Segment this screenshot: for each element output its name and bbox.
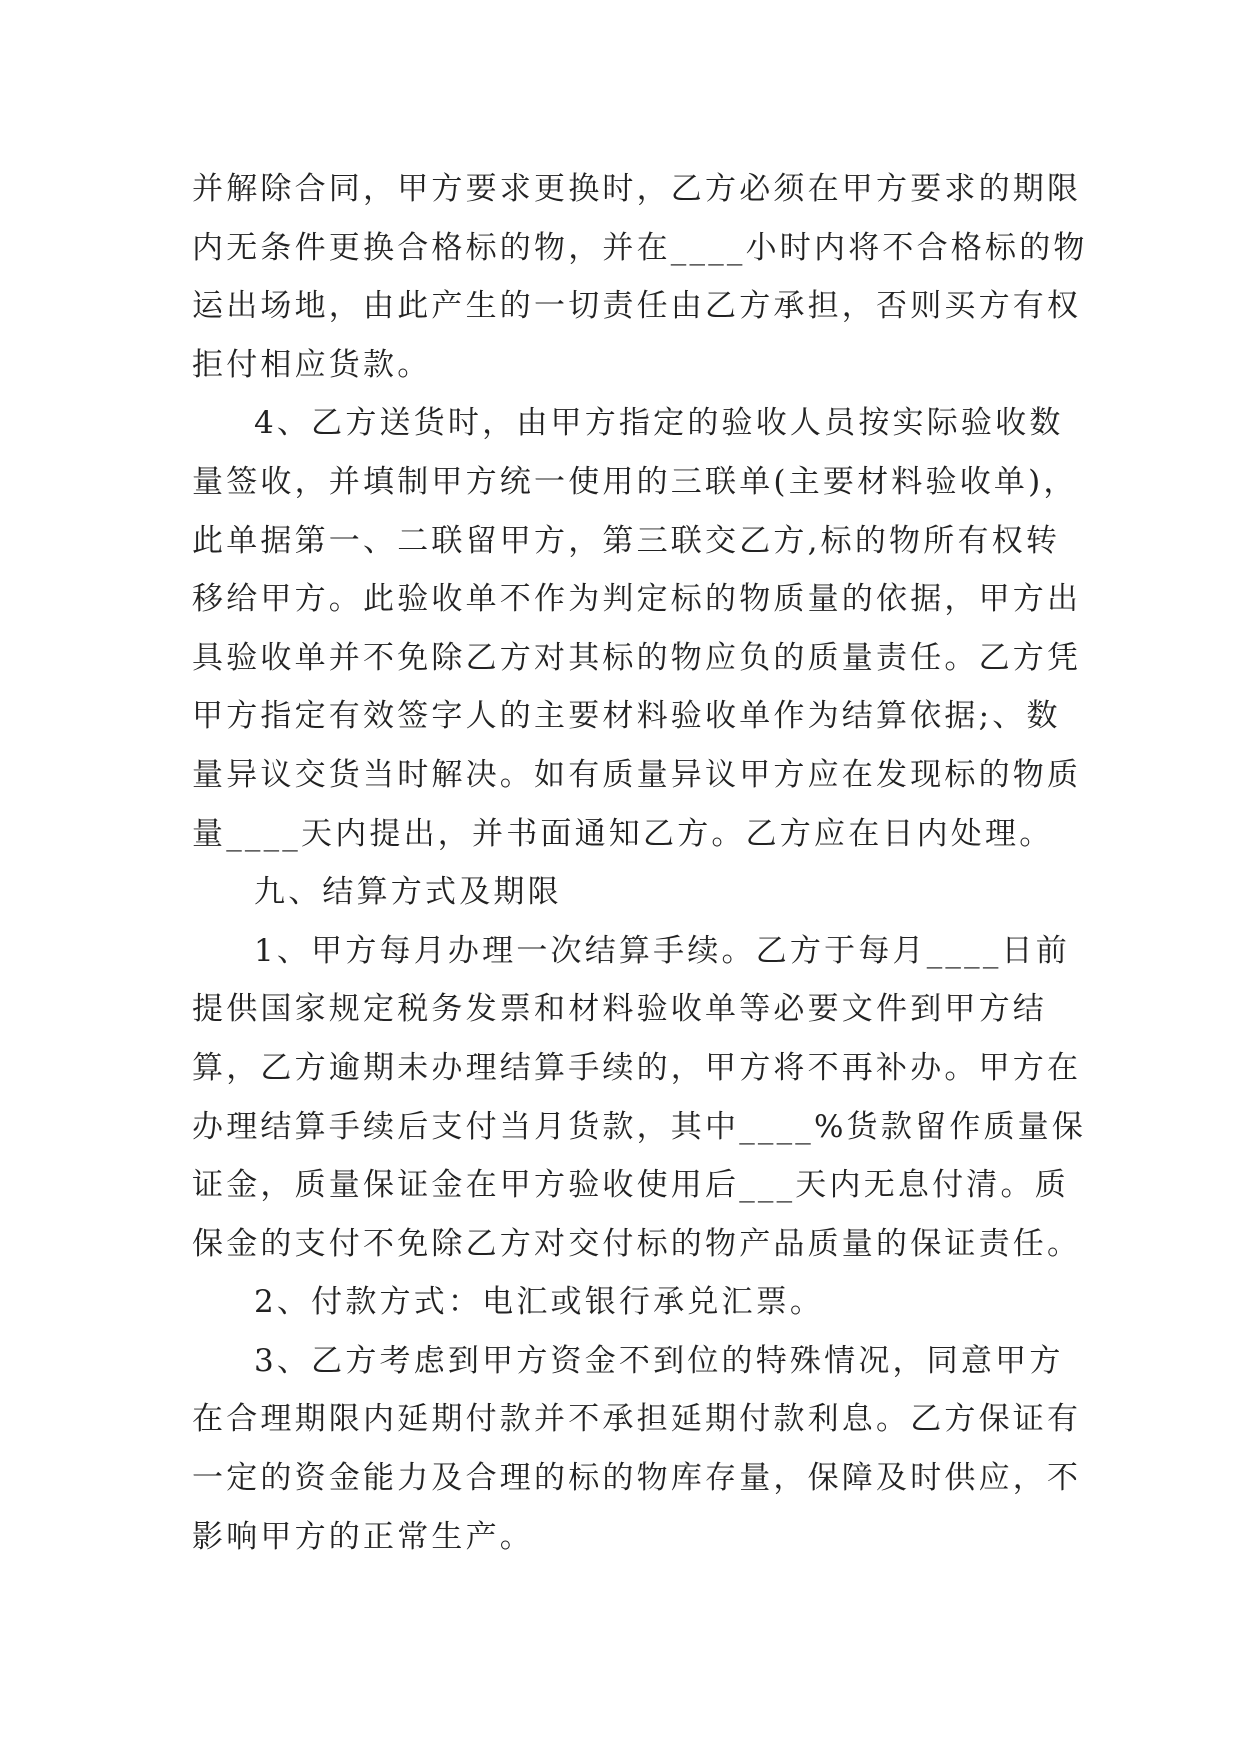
text-line: 并解除合同，甲方要求更换时，乙方必须在甲方要求的期限 [192,171,1082,207]
text-line: 保金的支付不免除乙方对交付标的物产品质量的保证责任。 [192,1225,1082,1262]
text-line: 办理结算手续后支付当月货款，其中____%货款留作质量保 [192,1108,1087,1145]
text-line: 甲方指定有效签字人的主要材料验收单作为结算依据;、数 [192,698,1061,735]
text-line: 运出场地，由此产生的一切责任由乙方承担，否则买方有权 [192,288,1082,325]
text-line: 此单据第一、二联留甲方，第三联交乙方,标的物所有权转 [192,522,1061,559]
text-line: 量____天内提出，并书面通知乙方。乙方应在日内处理。 [192,815,1054,852]
text-line: 内无条件更换合格标的物，并在____小时内将不合格标的物 [192,229,1088,266]
text-line: 算，乙方逾期未办理结算手续的，甲方将不再补办。甲方在 [192,1049,1082,1086]
document-body [192,160,1088,1566]
text-line: 提供国家规定税务发票和材料验收单等必要文件到甲方结 [192,991,1047,1028]
text-line: 证金，质量保证金在甲方验收使用后___天内无息付清。质 [192,1167,1069,1204]
text-line: 1、甲方每月办理一次结算手续。乙方于每月____日前 [254,932,1070,969]
text-line: 一定的资金能力及合理的标的物库存量，保障及时供应，不 [192,1460,1082,1497]
text-line: 移给甲方。此验收单不作为判定标的物质量的依据，甲方出 [192,581,1082,618]
text-line: 4、乙方送货时，由甲方指定的验收人员按实际验收数 [254,405,1064,442]
text-line: 2、付款方式：电汇或银行承兑汇票。 [254,1284,825,1321]
section-heading: 九、结算方式及期限 [254,874,562,911]
text-line: 影响甲方的正常生产。 [192,1518,534,1555]
text-line: 量签收，并填制甲方统一使用的三联单(主要材料验收单)， [192,463,1078,500]
text-line: 拒付相应货款。 [192,346,432,383]
text-line: 在合理期限内延期付款并不承担延期付款利息。乙方保证有 [192,1401,1082,1438]
text-line: 3、乙方考虑到甲方资金不到位的特殊情况，同意甲方 [254,1342,1064,1379]
text-line: 具验收单并不免除乙方对其标的物应负的质量责任。乙方凭 [192,639,1082,676]
text-line: 量异议交货当时解决。如有质量异议甲方应在发现标的物质 [192,756,1082,793]
